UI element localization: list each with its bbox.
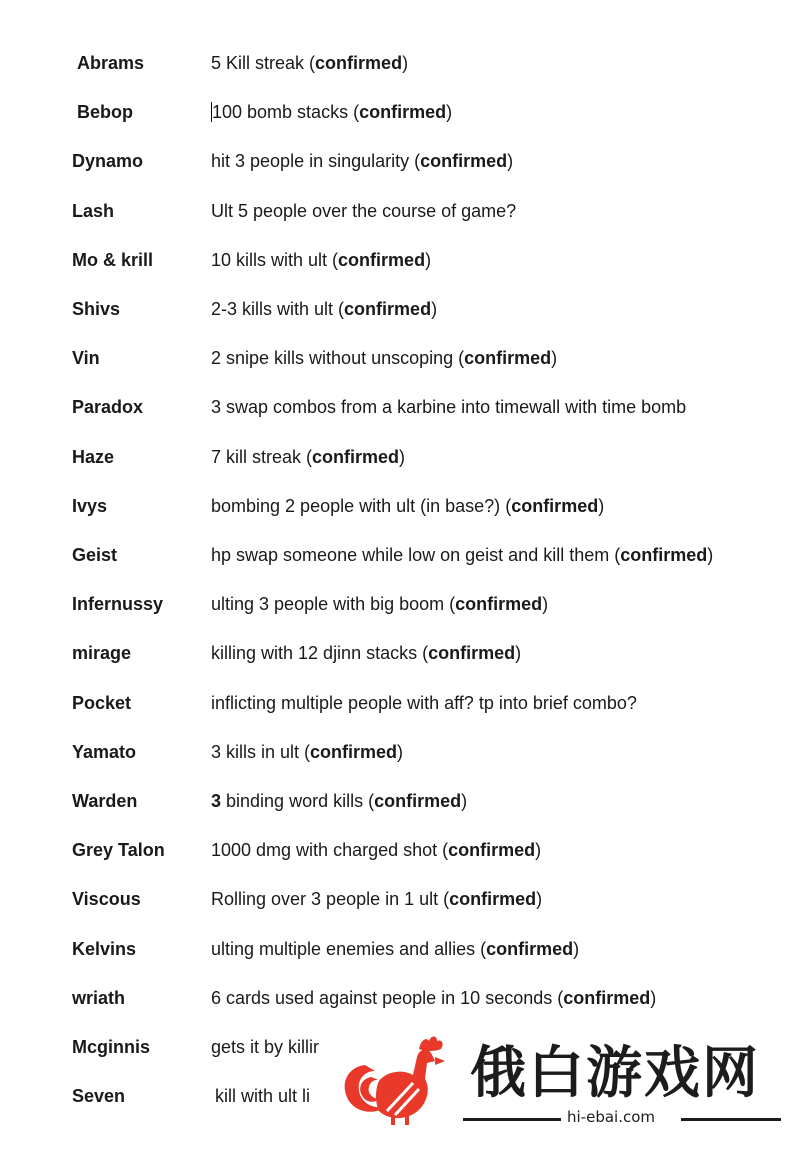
hero-name: Warden: [72, 791, 138, 811]
confirmed-tag: confirmed: [486, 938, 574, 959]
hero-name: Mo & krill: [72, 249, 154, 270]
watermark: [335, 1025, 795, 1135]
description-text: 3 swap combos from a karbine into timewall with time bomb: [211, 397, 687, 418]
challenge-description: Rolling over 3 people in 1 ult (confirmed): [211, 889, 543, 910]
challenge-description: hit 3 people in singularity (confirmed): [211, 151, 514, 172]
list-item: [0, 540, 800, 570]
description-text: 100 bomb stacks: [212, 102, 349, 123]
challenge-description: [211, 688, 637, 718]
description-text: ulting 3 people with big boom: [211, 594, 445, 615]
list-item: [0, 638, 800, 668]
challenge-description: 7 kill streak (confirmed): [211, 446, 406, 467]
hero-name: Shivs: [72, 299, 121, 319]
confirmed-tag: confirmed: [315, 53, 403, 73]
challenge-description: 2-3 kills with ult (confirmed): [211, 299, 438, 319]
list-item: [0, 392, 800, 422]
description-text: 6 cards used against people in 10 seconds: [211, 987, 553, 1008]
hero-name: Grey Talon: [72, 840, 165, 861]
hero-name: Mcginnis: [72, 1037, 151, 1057]
hero-name: Bebop: [77, 102, 133, 123]
challenge-description: bombing 2 people with ult (in base?) (confirmed): [211, 495, 605, 516]
hero-name: Lash: [72, 200, 115, 221]
list-item: [0, 983, 800, 1013]
list-item: [0, 343, 800, 373]
hero-name: Dynamo: [72, 151, 144, 172]
challenge-description: 1000 dmg with charged shot (confirmed): [211, 840, 542, 861]
hero-name: Infernussy: [72, 594, 164, 615]
challenge-description: killing with 12 djinn stacks (confirmed): [211, 643, 522, 664]
challenge-description: 3 binding word kills (confirmed): [211, 791, 468, 811]
challenge-description: ulting multiple enemies and allies (confirmed): [211, 938, 580, 959]
challenge-description: ulting 3 people with big boom (confirmed): [211, 594, 549, 615]
hero-name: Vin: [72, 348, 100, 369]
watermark-line-right: [681, 1118, 781, 1121]
description-text: Rolling over 3 people in 1 ult: [211, 889, 439, 910]
description-text: 1000 dmg with charged shot: [211, 840, 438, 861]
description-text: 10 kills with ult: [211, 249, 328, 270]
hero-name: Yamato: [72, 741, 137, 762]
confirmed-tag: confirmed: [428, 643, 516, 664]
confirmed-tag: confirmed: [359, 102, 447, 123]
hero-name: Ivys: [72, 495, 108, 516]
description-text: killing with 12 djinn stacks: [211, 643, 418, 664]
description-text: ulting multiple enemies and allies: [211, 938, 476, 959]
description-text: gets it by killir: [211, 1037, 320, 1057]
bold-number: 3: [211, 791, 222, 811]
confirmed-tag: confirmed: [449, 889, 537, 910]
hero-name: Kelvins: [72, 938, 137, 959]
hero-name: Abrams: [77, 53, 145, 73]
confirmed-tag: confirmed: [448, 840, 536, 861]
list-item: [0, 737, 800, 767]
list-item: [0, 442, 800, 472]
confirmed-tag: confirmed: [310, 741, 398, 762]
description-text: kill with ult li: [215, 1086, 311, 1107]
list-item: [0, 884, 800, 914]
confirmed-tag: confirmed: [620, 545, 708, 565]
list-item: [0, 245, 800, 275]
rooster-logo-icon: [335, 1027, 455, 1127]
hero-name: Haze: [72, 446, 115, 467]
challenge-description: [211, 1032, 333, 1062]
hero-name: Viscous: [72, 889, 141, 910]
list-item: [0, 294, 800, 324]
challenge-description: hp swap someone while low on geist and kill them (confirmed): [211, 545, 714, 565]
confirmed-tag: confirmed: [464, 348, 552, 369]
confirmed-tag: confirmed: [420, 151, 508, 172]
list-item: [0, 491, 800, 521]
description-text: inflicting multiple people with aff? tp into brief combo?: [211, 692, 637, 713]
list-item: [0, 196, 800, 226]
challenge-description: 100 bomb stacks (confirmed): [212, 102, 453, 123]
challenge-description: 5 Kill streak (confirmed): [211, 53, 409, 73]
watermark-line-left: [463, 1118, 561, 1121]
list-item: [0, 48, 800, 78]
description-text: 2-3 kills with ult: [211, 299, 334, 319]
list-item: [0, 786, 800, 816]
hero-name: wriath: [72, 987, 126, 1008]
confirmed-tag: confirmed: [511, 495, 599, 516]
hero-name: Seven: [72, 1086, 126, 1107]
description-text: 2 snipe kills without unscoping: [211, 348, 454, 369]
challenge-description: [211, 196, 516, 226]
challenge-description: [211, 392, 686, 422]
challenge-description: 6 cards used against people in 10 seconds (confirmed): [211, 987, 657, 1008]
confirmed-tag: confirmed: [312, 446, 400, 467]
confirmed-tag: confirmed: [563, 987, 651, 1008]
watermark-url: hi-ebai.com: [567, 1108, 656, 1126]
list-item: [0, 934, 800, 964]
list-item: [0, 146, 800, 176]
challenge-description: 10 kills with ult (confirmed): [211, 249, 432, 270]
list-item: [0, 589, 800, 619]
watermark-text: 俄白游戏网: [470, 1041, 760, 1106]
description-text: 7 kill streak: [211, 446, 302, 467]
description-text: binding word kills: [221, 791, 364, 811]
list-item: [0, 688, 800, 718]
description-text: bombing 2 people with ult (in base?): [211, 495, 501, 516]
description-text: Ult 5 people over the course of game?: [211, 200, 517, 221]
list-item: [0, 97, 800, 127]
description-text: hp swap someone while low on geist and kill them: [211, 545, 610, 565]
list-item: [0, 835, 800, 865]
hero-name: Pocket: [72, 692, 132, 713]
challenge-description: [215, 1081, 337, 1111]
hero-name: mirage: [72, 643, 132, 664]
confirmed-tag: confirmed: [344, 299, 432, 319]
confirmed-tag: confirmed: [455, 594, 543, 615]
confirmed-tag: confirmed: [338, 249, 426, 270]
challenge-description: 3 kills in ult (confirmed): [211, 741, 404, 762]
challenge-description: 2 snipe kills without unscoping (confirmed): [211, 348, 558, 369]
confirmed-tag: confirmed: [374, 791, 462, 811]
description-text: hit 3 people in singularity: [211, 151, 410, 172]
description-text: 3 kills in ult: [211, 741, 300, 762]
description-text: 5 Kill streak: [211, 53, 305, 73]
hero-name: Geist: [72, 545, 118, 565]
hero-name: Paradox: [72, 397, 144, 418]
